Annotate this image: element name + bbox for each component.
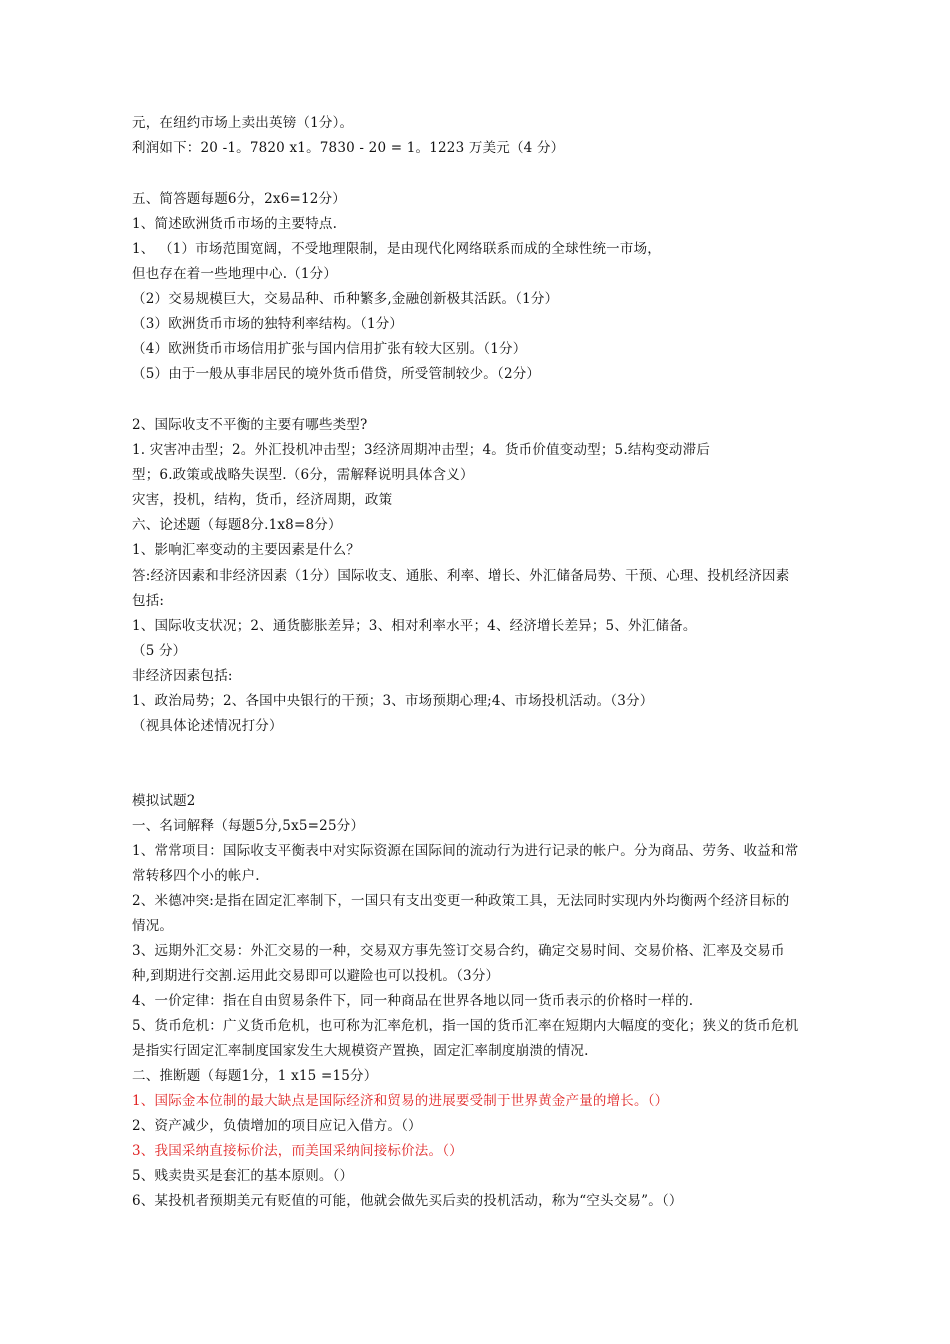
text-line: 4、一价定律：指在自由贸易条件下，同一种商品在世界各地以同一货币表示的价格时一样的. [132, 993, 694, 1009]
question-line: 2、资产减少，负债增加的项目应记入借方。（） [132, 1118, 422, 1134]
text-line: 1. 灾害冲击型；2。外汇投机冲击型；3经济周期冲击型；4。货币价值变动型；5.结构变动滞后 [132, 442, 711, 458]
exam-title: 模拟试题2 [132, 793, 196, 809]
text-line: 型；6.政策或战略失误型.（6分，需解释说明具体含义） [132, 467, 474, 483]
text-line: 3、远期外汇交易：外汇交易的一种，交易双方事先签订交易合约，确定交易时间、交易价格、汇率及交易币 [132, 943, 785, 959]
section-heading: 六、论述题（每题8分.1x8=8分） [132, 517, 342, 533]
text-line: 1、常常项目：国际收支平衡表中对实际资源在国际间的流动行为进行记录的帐户。分为商品、劳务、收益和常 [132, 843, 799, 859]
text-line: （5 分） [132, 643, 187, 659]
question-line: 5、贱卖贵买是套汇的基本原则。（） [132, 1168, 354, 1184]
text-line: 是指实行固定汇率制度国家发生大规模资产置换，固定汇率制度崩溃的情况. [132, 1043, 589, 1059]
text-line: 1、国际收支状况；2、通货膨胀差异；3、相对利率水平；4、经济增长差异；5、外汇储备。 [132, 618, 697, 634]
text-line: 灾害，投机，结构，货币，经济周期，政策 [132, 492, 393, 508]
text-line: 但也存在着一些地理中心.（1分） [132, 266, 338, 282]
text-line: （4）欧洲货币市场信用扩张与国内信用扩张有较大区别。（1分） [132, 341, 527, 357]
text-line: 5、货币危机：广义货币危机，也可称为汇率危机，指一国的货币汇率在短期内大幅度的变化；狭义的货币危机 [132, 1018, 799, 1034]
text-line: 1、 （1）市场范围宽阔，不受地理限制，是由现代化网络联系而成的全球性统一市场， [132, 241, 661, 257]
text-line: （5）由于一般从事非居民的境外货币借贷，所受管制较少。（2分） [132, 366, 541, 382]
text-line: 非经济因素包括: [132, 668, 233, 684]
text-line: 元，在纽约市场上卖出英镑（1分）。 [132, 115, 354, 131]
highlighted-question: 1、国际金本位制的最大缺点是国际经济和贸易的进展要受制于世界黄金产量的增长。（） [132, 1093, 669, 1109]
text-line: 包括: [132, 593, 165, 609]
text-line: （3）欧洲货币市场的独特利率结构。（1分） [132, 316, 404, 332]
question-line: 2、国际收支不平衡的主要有哪些类型? [132, 417, 368, 433]
section-heading: 一、名词解释（每题5分,5x5=25分） [132, 818, 365, 834]
highlighted-question: 3、我国采纳直接标价法，而美国采纳间接标价法。（） [132, 1143, 463, 1159]
text-line: 利润如下：20 -1。7820 x1。7830 - 20 = 1。1223 万美元（4 分） [132, 140, 565, 156]
text-line: 常转移四个小的帐户. [132, 868, 260, 884]
section-heading: 二、推断题（每题1分，1 x15 =15分） [132, 1068, 378, 1084]
text-line: （视具体论述情况打分） [132, 718, 283, 734]
text-line: （2）交易规模巨大，交易品种、币种繁多,金融创新极其活跃。（1分） [132, 291, 559, 307]
question-line: 1、简述欧洲货币市场的主要特点. [132, 216, 338, 232]
text-line: 情况。 [132, 918, 174, 934]
text-line: 答:经济因素和非经济因素（1分）国际收支、通胀、利率、增长、外汇储备局势、干预、心理、投机经济因素 [132, 568, 790, 584]
question-line: 6、某投机者预期美元有贬值的可能，他就会做先买后卖的投机活动，称为“空头交易”。（） [132, 1193, 683, 1209]
question-line: 1、影响汇率变动的主要因素是什么？ [132, 542, 360, 558]
text-line: 种,到期进行交割.运用此交易即可以避险也可以投机。（3分） [132, 968, 500, 984]
text-line: 2、米德冲突:是指在固定汇率制下，一国只有支出变更一种政策工具，无法同时实现内外均衡两个经济目标的 [132, 893, 790, 909]
text-line: 1、政治局势；2、各国中央银行的干预；3、市场预期心理;4、市场投机活动。（3分） [132, 693, 654, 709]
section-heading: 五、简答题每题6分，2x6=12分） [132, 191, 346, 207]
